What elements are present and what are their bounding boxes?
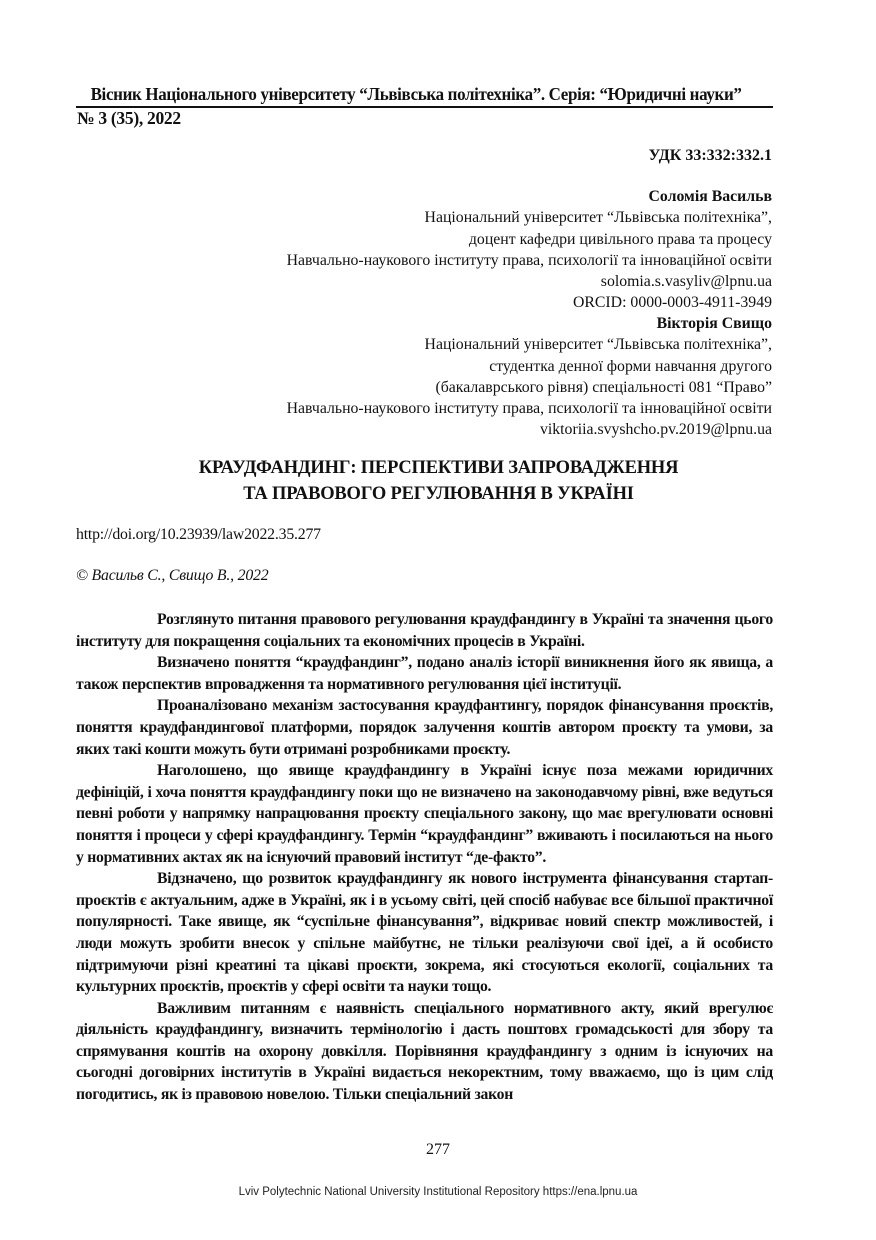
author-block (172, 313, 772, 441)
repository-footer: Lviv Polytechnic National University Institutional Repository https://ena.lpnu.ua (238, 1186, 638, 1198)
author-name: Соломія Васильв (648, 188, 772, 205)
abstract (76, 609, 773, 1106)
author-institute: Навчально-наукового інституту права, психології та інноваційної освіти (286, 251, 772, 269)
udc-code: УДК 33:332:332.1 (648, 147, 772, 164)
page-number: 277 (426, 1141, 450, 1158)
article-title-line: ТА ПРАВОВОГО РЕГУЛЮВАННЯ В УКРАЇНІ (243, 484, 634, 504)
article-title (60, 455, 817, 507)
author-block (172, 186, 772, 314)
author-institute: Навчально-наукового інституту права, психології та інноваційної освіти (286, 400, 772, 418)
issue-number: № 3 (35), 2022 (77, 108, 181, 128)
author-name: Вікторія Свищо (656, 315, 772, 332)
doi-link[interactable]: http://doi.org/10.23939/law2022.35.277 (76, 526, 321, 543)
author-affiliation: Національний університет “Львівська політехніка”, (424, 336, 772, 354)
article-title-line: КРАУДФАНДИНГ: ПЕРСПЕКТИВИ ЗАПРОВАДЖЕННЯ (198, 458, 679, 478)
abstract-paragraph: Проаналізовано механізм застосування краудфантингу, порядок фінансування проєктів, поняття краудфандингової платформи, порядок залучення коштів автором проєкту та умови, за яких такі кошти можуть бути отримані розробниками проєкту. (76, 697, 773, 758)
abstract-paragraph: Відзначено, що розвиток краудфандингу як нового інструмента фінансування стартап-проєктів є актуальним, адже в Україні, як і в усьому світі, цей спосіб набуває все більшої практичної популярності. Таке явище, як “суспільне фінансування”, відкриває новий спектр можливостей, і люди можуть зробити внесок у спільне майбутнє, не тільки реалізуючи свої ідеї, а й особисто підтримуючи різні креатині та цікаві проєкти, зокрема, які стосуються екології, соціальних та культурних проєктів, проєктів у сфері освіти та науки тощо. (76, 870, 773, 996)
copyright-notice: © Васильв С., Свищо В., 2022 (76, 567, 269, 584)
author-email[interactable]: solomia.s.vasyliv@lpnu.ua (600, 273, 772, 291)
author-affiliation: Національний університет “Львівська політехніка”, (424, 209, 772, 227)
author-position: студентка денної форми навчання другого (489, 357, 772, 375)
author-orcid: ORCID: 0000-0003-4911-3949 (572, 294, 772, 312)
author-position: доцент кафедри цивільного права та процесу (468, 230, 772, 248)
author-email[interactable]: viktoriia.svyshcho.pv.2019@lpnu.ua (539, 421, 772, 439)
abstract-paragraph: Розглянуто питання правового регулювання краудфандингу в Україні та значення цього інституту для покращення соціальних та економічних процесів в Україні. (76, 611, 773, 650)
author-specialty: (бакалаврського рівня) спеціальності 081 “Право” (435, 378, 772, 396)
journal-header: Вісник Національного університету “Львівська політехніка”. Серія: “Юридичні науки” (90, 84, 742, 104)
abstract-paragraph: Важливим питанням є наявність спеціального нормативного акту, який врегулює діяльність краудфандингу, визначить термінологію і дасть поштовх громадськості для збору та спрямування коштів на охорону довкілля. Порівняння краудфандингу з одним із існуючих на сьогодні договірних інститутів в Україні видається некоректним, тому вважаємо, що із цим слід погодитись, як із правовою новелою. Тільки спеціальний закон (76, 999, 773, 1104)
abstract-paragraph: Наголошено, що явище краудфандингу в Україні існує поза межами юридичних дефініцій, і хоча поняття краудфандингу поки що не визначено на законодавчому рівні, вже ведуться певні роботи у напрямку напрацювання проєкту спеціального закону, що має врегулювати основні поняття і процеси у сфері краудфандингу. Термін “краудфандинг” вживають і посилаються на нього у нормативних актах як на існуючий правовий інститут “де-факто”. (76, 762, 773, 866)
abstract-paragraph: Визначено поняття “краудфандинг”, подано аналіз історії виникнення його як явища, а також перспектив впровадження та нормативного регулювання цієї інституції. (76, 654, 773, 693)
